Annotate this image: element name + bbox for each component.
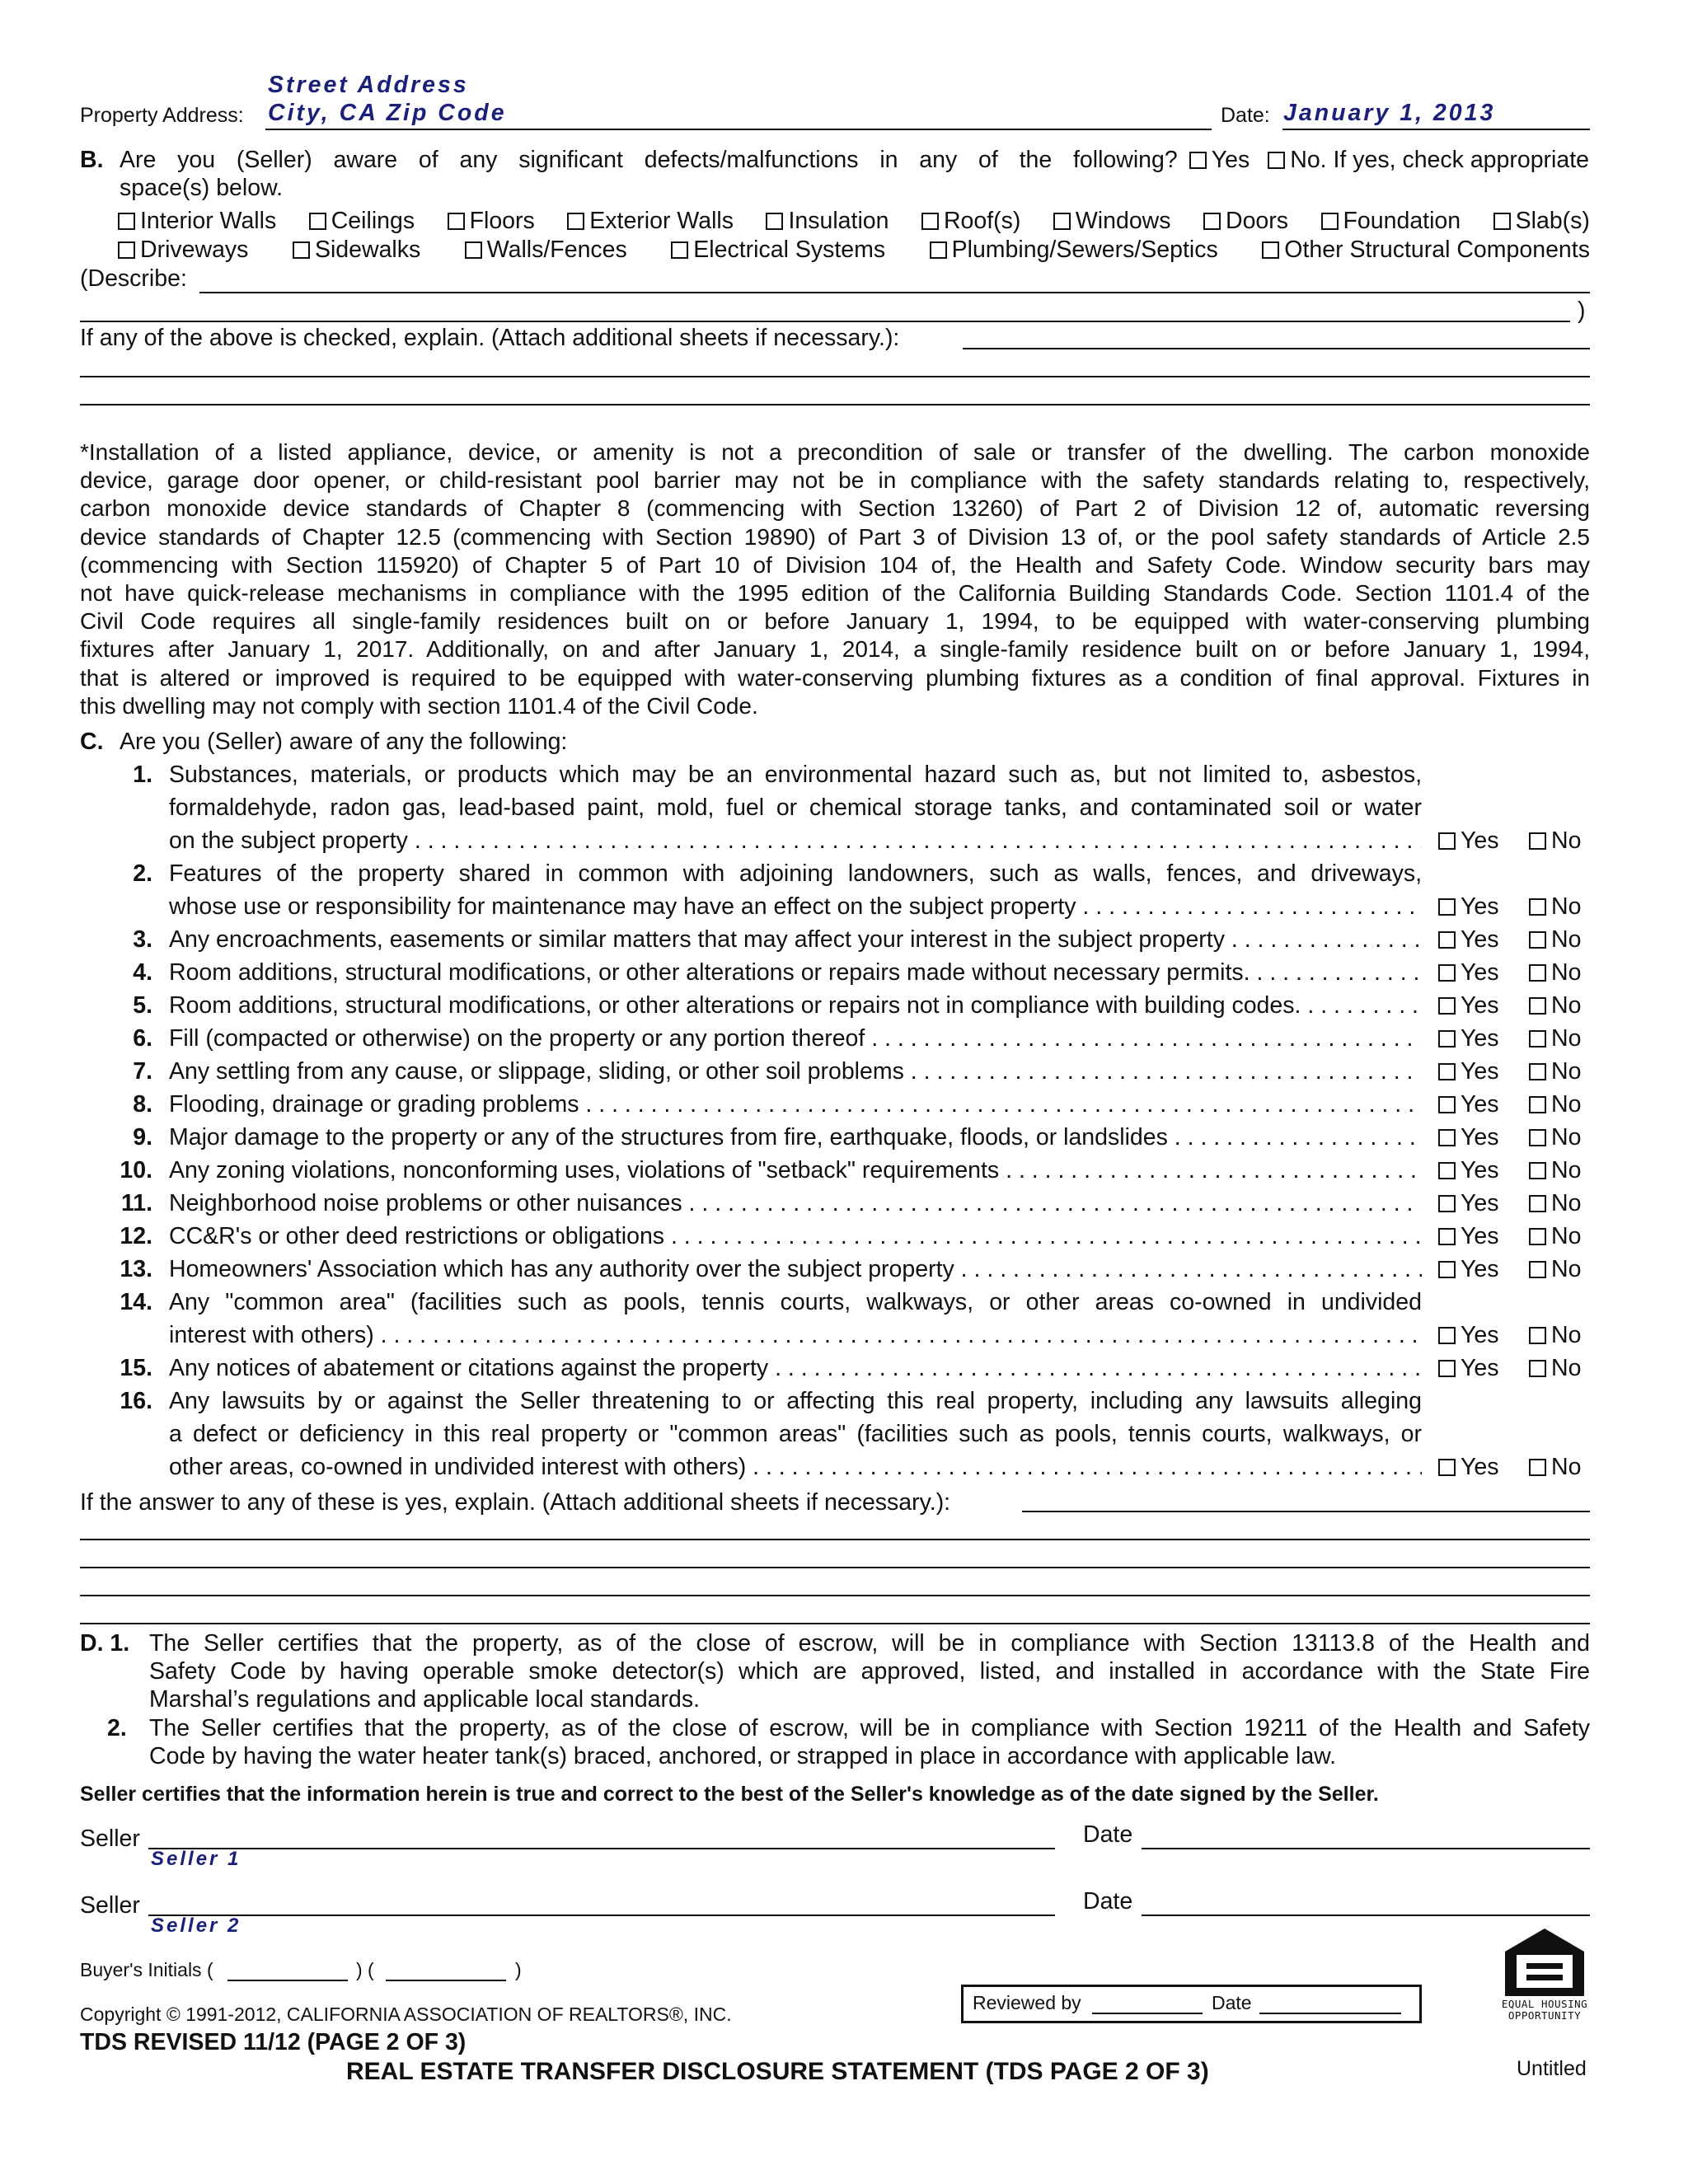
yes-checkbox[interactable] [1438,898,1456,916]
notice-line: (commencing with Section 115920) of Chapter 5 of Part 10 of Division 104 of, the Health and Safety Code. Window security bars may [80,551,1590,578]
question-line: Major damage to the property or any of the structures from fire, earthquake, floods, or landslides . . . [169,1121,1422,1154]
no-option[interactable] [1529,893,1581,920]
section-b-no-option[interactable]: No. If yes, check appropriate [1268,146,1589,174]
seller-2-signature-line[interactable] [148,1915,1055,1916]
yes-option[interactable] [1438,1354,1529,1382]
b-item-checkbox[interactable] [1203,213,1221,230]
question-number: 10. [120,1157,152,1183]
section-b-no-checkbox[interactable] [1268,152,1285,169]
yes-label: Yes [1461,1025,1499,1052]
copyright: Copyright © 1991-2012, CALIFORNIA ASSOCIATION OF REALTORS®, INC. [80,2004,732,2025]
section-c-letter: C. [80,729,104,755]
no-checkbox[interactable] [1529,1195,1546,1212]
yes-label: Yes [1461,1355,1499,1381]
seller-1-label: Seller [80,1825,140,1852]
b-item[interactable]: Plumbing/Sewers/Septics [930,236,1218,264]
question-text [169,1385,1422,1483]
question-line: Any notices of abatement or citations against the property . . . [169,1352,1422,1385]
seller-certification: Seller certifies that the information herein is true and correct to the best of the Seller's knowledge as of the date signed by the Seller. [80,1783,1379,1806]
yes-checkbox[interactable] [1438,1063,1456,1080]
form-title: REAL ESTATE TRANSFER DISCLOSURE STATEMENT (TDS PAGE 2 OF 3) [346,2058,1209,2085]
question-text [169,989,1422,1022]
no-label: No [1551,1355,1582,1381]
yes-checkbox[interactable] [1438,931,1456,949]
b-item-checkbox[interactable] [1321,213,1339,230]
yes-checkbox[interactable] [1438,964,1456,982]
date-value: January 1, 2013 [1283,100,1496,126]
explain-b-line-3[interactable] [80,404,1590,405]
b-item-checkbox[interactable] [1262,241,1279,259]
yes-label: Yes [1461,1124,1499,1151]
question-number: 15. [120,1355,152,1381]
question-line: Room additions, structural modifications, or other alterations or repairs made without necessary permits. . . . [169,956,1422,989]
question-text [169,1022,1422,1055]
date-label: Date: [1221,104,1270,127]
b-item[interactable]: Walls/Fences [465,236,627,264]
yes-label: Yes [1461,959,1499,986]
notice-line: this dwelling may not comply with section 1101.4 of the Civil Code. [80,692,758,719]
question-number: 5. [133,992,152,1019]
question-line: Fill (compacted or otherwise) on the property or any portion thereof . . . [169,1022,1422,1055]
yes-label: Yes [1461,1058,1499,1085]
no-option[interactable] [1529,1223,1581,1249]
yes-option[interactable] [1438,893,1529,921]
question-number: 13. [120,1256,152,1282]
d1-line: The Seller certifies that the property, as of the close of escrow, will be in compliance with Section 13113.8 of the Health and [149,1630,1590,1657]
equal-housing-caption [1484,1999,1606,2022]
question-line: Any "common area" (facilities such as pools, tennis courts, walkways, or other areas co-owned in undivided [169,1289,1422,1315]
no-checkbox[interactable] [1529,1228,1546,1245]
question-line: CC&R's or other deed restrictions or obligations . . . [169,1220,1422,1253]
yes-checkbox[interactable] [1438,1261,1456,1278]
section-b-items-row1 [118,207,1590,235]
question-line: a defect or deficiency in this real property or "common areas" (facilities such as pools, tennis courts, walkways, or [169,1421,1422,1447]
d2-line: Code by having the water heater tank(s) braced, anchored, or strapped in place in accordance with applicable law. [149,1743,1337,1770]
b-item[interactable]: Foundation [1321,207,1461,235]
yes-checkbox[interactable] [1438,1228,1456,1245]
no-label: No [1551,827,1582,854]
seller-2-name: Seller 2 [151,1915,241,1937]
no-checkbox[interactable] [1529,1162,1546,1179]
reviewed-by-line[interactable] [1092,2013,1203,2014]
no-option[interactable] [1529,1091,1581,1118]
notice-line: carbon monoxide device standards of Chapter 8 (commencing with Section 13260) of Part 2 of Division 12 of, automatic reversing [80,495,1590,522]
yes-option[interactable] [1438,1090,1529,1118]
question-text [169,1088,1422,1121]
question-number: 12. [120,1223,152,1249]
yes-no-options [1438,1057,1581,1085]
yes-label: Yes [1461,992,1499,1019]
section-b-yes-checkbox[interactable] [1189,152,1207,169]
yes-checkbox[interactable] [1438,1327,1456,1344]
yes-label: Yes [1461,1157,1499,1183]
no-option[interactable] [1529,1124,1581,1151]
question-line: Features of the property shared in common with adjoining landowners, such as walls, fences, and driveways, [169,860,1422,887]
no-option[interactable] [1529,1454,1581,1480]
section-c-intro: Are you (Seller) aware of any the following: [120,729,568,755]
yes-label: Yes [1461,926,1499,953]
yes-option[interactable] [1438,958,1529,987]
property-address-line [265,129,1212,130]
explain-b-line-2[interactable] [80,376,1590,377]
equal-housing-icon [1502,1927,1587,1996]
seller-1-date-label: Date [1083,1821,1133,1848]
yes-checkbox[interactable] [1438,1360,1456,1377]
buyers-initials-mid: ) ( [356,1959,374,1980]
yes-option[interactable] [1438,991,1529,1019]
explain-c-label: If the answer to any of these is yes, explain. (Attach additional sheets if necessary.): [80,1489,951,1516]
notice-line: not have quick-release mechanisms in compliance with the 1995 edition of the California Building Standards Code. Section 1101.4 of the [80,580,1590,607]
b-item-checkbox[interactable] [930,241,947,259]
reviewed-date-line[interactable] [1259,2013,1401,2014]
no-checkbox[interactable] [1529,1327,1546,1344]
reviewed-date-label: Date [1212,1992,1252,2013]
yes-label: Yes [1461,1091,1499,1118]
b-item-checkbox[interactable] [921,213,939,230]
yes-no-options [1438,1123,1581,1151]
question-text [169,1352,1422,1385]
question-line: other areas, co-owned in undivided interest with others) . . . [169,1451,1422,1483]
no-label: No [1551,1256,1582,1282]
question-line: interest with others) . . . [169,1319,1422,1352]
yes-option[interactable] [1438,926,1529,954]
yes-label: Yes [1461,827,1499,854]
describe-line-1[interactable] [199,292,1590,293]
yes-option[interactable] [1438,1222,1529,1250]
yes-no-options [1438,1024,1581,1052]
explain-c-line-2[interactable] [80,1539,1590,1540]
notice-line: fixtures after January 1, 2017. Additionally, on and after January 1, 2014, a single-family residence built on or before January 1, 1994, [80,636,1590,663]
yes-option[interactable] [1438,1057,1529,1085]
question-line: Any settling from any cause, or slippage, sliding, or other soil problems . . . [169,1055,1422,1088]
seller-1-name: Seller 1 [151,1848,241,1870]
question-line: Room additions, structural modifications, or other alterations or repairs not in compliance with building codes. . . . [169,989,1422,1022]
yes-no-options [1438,1321,1581,1349]
no-label: No [1551,992,1582,1019]
city-state-zip-value: City, CA Zip Code [268,100,507,126]
b-item-checkbox[interactable] [766,213,783,230]
yes-no-options [1438,1255,1581,1283]
d1-line: Safety Code by having operable smoke detector(s) which are approved, listed, and installed in accordance with the State Fire [149,1658,1590,1685]
question-line: Neighborhood noise problems or other nuisances . . . [169,1187,1422,1220]
no-option[interactable] [1529,1058,1581,1085]
question-line: Flooding, drainage or grading problems . . . [169,1088,1422,1121]
no-label: No [1551,1454,1582,1480]
buyers-initials-label: Buyer's Initials ( [80,1959,213,1980]
section-d-2-text [149,1714,1590,1770]
yes-no-options [1438,991,1581,1019]
no-option[interactable] [1529,926,1581,953]
notice-line: that is altered or improved is required to be equipped with water-conserving plumbing fixtures as a condition of final approval. Fixtures in [80,664,1590,691]
b-item-checkbox[interactable] [118,213,135,230]
section-b-question-row [120,146,1589,174]
yes-no-options [1438,827,1581,855]
no-label: No [1551,1157,1582,1183]
yes-option[interactable] [1438,1189,1529,1217]
explain-b-label: If any of the above is checked, explain. (Attach additional sheets if necessary.): [80,325,900,351]
yes-no-options [1438,1090,1581,1118]
no-label: No [1551,1322,1582,1348]
explain-c-line-4[interactable] [80,1595,1590,1596]
date-line [1282,129,1590,130]
no-checkbox[interactable] [1529,1360,1546,1377]
section-b-items-row2 [118,236,1590,264]
yes-checkbox[interactable] [1438,997,1456,1015]
question-number: 6. [133,1025,152,1052]
b-item-checkbox[interactable] [671,241,688,259]
section-b-question-cont: space(s) below. [120,175,284,201]
question-text [169,1121,1422,1154]
no-checkbox[interactable] [1529,1459,1546,1476]
no-label: No [1551,1124,1582,1151]
yes-no-options [1438,1189,1581,1217]
no-option[interactable] [1529,1322,1581,1348]
installation-notice [80,438,1590,720]
b-item[interactable]: Exterior Walls [567,207,734,235]
equal-housing-line2: OPPORTUNITY [1507,2009,1582,2022]
question-number: 2. [133,860,152,887]
no-checkbox[interactable] [1529,1261,1546,1278]
no-label: No [1551,1025,1582,1052]
yes-label: Yes [1461,1322,1499,1348]
explain-b-line-1[interactable] [963,348,1590,349]
no-option[interactable] [1529,959,1581,986]
section-d-1-num: D. 1. [80,1630,130,1657]
question-line: on the subject property . . . [169,824,1422,857]
b-item-checkbox[interactable] [118,241,135,259]
b-item[interactable]: Driveways [118,236,248,264]
no-label: No [1551,893,1582,920]
question-line: formaldehyde, radon gas, lead-based paint, mold, fuel or chemical storage tanks, and contaminated soil or water [169,794,1422,821]
no-label: No [1551,1058,1582,1085]
buyer-initial-1-line[interactable] [227,1980,348,1981]
question-line: Homeowners' Association which has any authority over the subject property . . . [169,1253,1422,1286]
question-text [169,857,1422,923]
untitled-label: Untitled [1517,2057,1587,2080]
no-option[interactable] [1529,992,1581,1019]
yes-no-options [1438,1222,1581,1250]
yes-label: Yes [1461,893,1499,920]
notice-line: device, garage door opener, or child-resistant pool barrier may not be in compliance with the safety standards relating to, respectively, [80,467,1590,494]
b-item-checkbox[interactable] [1493,213,1511,230]
no-option[interactable] [1529,827,1581,854]
no-checkbox[interactable] [1529,1096,1546,1113]
question-line: Any zoning violations, nonconforming uses, violations of "setback" requirements . . . [169,1154,1422,1187]
no-label: No [1551,1190,1582,1216]
no-option[interactable] [1529,1256,1581,1282]
yes-checkbox[interactable] [1438,1162,1456,1179]
no-option[interactable] [1529,1190,1581,1216]
question-text [169,1187,1422,1220]
seller-2-date-label: Date [1083,1888,1133,1915]
section-b-question: Are you (Seller) aware of any significant defects/malfunctions in any of the following? [120,147,1178,173]
no-label: No [1551,1091,1582,1118]
seller-1-date-line[interactable] [1142,1848,1590,1849]
seller-2-label: Seller [80,1892,140,1919]
no-checkbox[interactable] [1529,1063,1546,1080]
question-text [169,1220,1422,1253]
no-checkbox[interactable] [1529,997,1546,1015]
question-line: Any encroachments, easements or similar matters that may affect your interest in the subject property . . . [169,923,1422,956]
b-item[interactable]: Ceilings [309,207,415,235]
question-number: 4. [133,959,152,986]
no-checkbox[interactable] [1529,832,1546,850]
seller-2-date-line[interactable] [1142,1915,1590,1916]
buyers-initials-end: ) [515,1959,522,1980]
no-checkbox[interactable] [1529,1129,1546,1146]
describe-close: ) [1578,298,1586,324]
explain-c-line-5[interactable] [80,1623,1590,1624]
b-item[interactable]: Insulation [766,207,889,235]
yes-no-options [1438,1453,1581,1481]
yes-checkbox[interactable] [1438,1129,1456,1146]
no-option[interactable] [1529,1025,1581,1052]
section-b-yes-option[interactable]: Yes [1189,146,1250,174]
b-item[interactable]: Other Structural Components [1262,236,1590,264]
question-text [169,758,1422,857]
no-option[interactable] [1529,1157,1581,1183]
reviewed-by-label: Reviewed by [973,1992,1081,2013]
question-number: 14. [120,1289,152,1315]
b-item[interactable]: Sidewalks [293,236,420,264]
question-line: Any lawsuits by or against the Seller threatening to or affecting this real property, including any lawsuits alleging [169,1388,1422,1414]
b-item[interactable]: Electrical Systems [671,236,885,264]
yes-option[interactable] [1438,827,1529,855]
b-item-checkbox[interactable] [293,241,310,259]
yes-no-options [1438,1354,1581,1382]
question-text [169,1055,1422,1088]
yes-no-options [1438,1156,1581,1184]
yes-checkbox[interactable] [1438,1096,1456,1113]
yes-no-options [1438,926,1581,954]
b-item[interactable]: Slab(s) [1493,207,1590,235]
yes-option[interactable] [1438,1255,1529,1283]
b-item-checkbox[interactable] [309,213,326,230]
yes-option[interactable] [1438,1453,1529,1481]
yes-label: Yes [1461,1454,1499,1480]
question-number: 7. [133,1058,152,1085]
question-line: whose use or responsibility for maintenance may have an effect on the subject property . . . [169,890,1422,923]
yes-option[interactable] [1438,1156,1529,1184]
yes-checkbox[interactable] [1438,1459,1456,1476]
b-item-checkbox[interactable] [448,213,465,230]
yes-option[interactable] [1438,1024,1529,1052]
yes-option[interactable] [1438,1123,1529,1151]
notice-line: Civil Code requires all single-family residences built on or before January 1, 1994, to be equipped with water-conserving plumbing [80,608,1590,635]
section-b-letter: B. [80,147,104,173]
yes-label: Yes [1461,1223,1499,1249]
yes-checkbox[interactable] [1438,832,1456,850]
question-text [169,1154,1422,1187]
question-text [169,1286,1422,1352]
equal-housing-line1: EQUAL HOUSING [1501,1998,1588,2010]
no-option[interactable] [1529,1355,1581,1381]
question-text [169,956,1422,989]
explain-c-line-1[interactable] [1022,1511,1590,1512]
seller-1-signature-line[interactable] [148,1848,1055,1849]
b-item-checkbox[interactable] [465,241,482,259]
question-text [169,923,1422,956]
street-address-value: Street Address [268,72,469,98]
no-label: No [1551,926,1582,953]
question-number: 8. [133,1091,152,1118]
no-checkbox[interactable] [1529,898,1546,916]
question-line: Substances, materials, or products which may be an environmental hazard such as, but not limited to, asbestos, [169,762,1422,788]
no-checkbox[interactable] [1529,1030,1546,1047]
b-item[interactable]: Floors [448,207,535,235]
revision-label: TDS REVISED 11/12 (PAGE 2 OF 3) [80,2029,467,2055]
yes-option[interactable] [1438,1321,1529,1349]
describe-line-2[interactable] [80,321,1570,322]
question-text [169,1253,1422,1286]
question-number: 1. [133,762,152,788]
buyer-initial-2-line[interactable] [386,1980,506,1981]
no-label: No [1551,1223,1582,1249]
b-item[interactable]: Windows [1053,207,1171,235]
no-checkbox[interactable] [1529,931,1546,949]
notice-line: *Installation of a listed appliance, device, or amenity is not a precondition of sale or transfer of the dwelling. The carbon monoxide [80,439,1590,465]
question-number: 16. [120,1388,152,1414]
section-d-1-text [149,1629,1590,1714]
d2-line: The Seller certifies that the property, as of the close of escrow, will be in compliance with Section 19211 of the Health and Safety [149,1715,1590,1741]
question-number: 11. [120,1190,152,1216]
yes-no-options [1438,958,1581,987]
b-item[interactable]: Interior Walls [118,207,276,235]
d1-line: Marshal’s regulations and applicable local standards. [149,1686,701,1713]
notice-line: device standards of Chapter 12.5 (commencing with Section 19890) of Part 3 of Division 13 of, or the pool safety standards of Article 2.5 [80,523,1590,550]
question-number: 3. [133,926,152,953]
section-d-2-num: 2. [107,1715,127,1741]
yes-checkbox[interactable] [1438,1030,1456,1047]
yes-no-options [1438,893,1581,921]
property-address-label: Property Address: [80,104,244,127]
describe-label: (Describe: [80,265,187,292]
b-item[interactable]: Roof(s) [921,207,1020,235]
yes-label: Yes [1461,1256,1499,1282]
yes-label: Yes [1461,1190,1499,1216]
b-item[interactable]: Doors [1203,207,1288,235]
explain-c-line-3[interactable] [80,1567,1590,1568]
no-label: No [1551,959,1582,986]
no-checkbox[interactable] [1529,964,1546,982]
yes-checkbox[interactable] [1438,1195,1456,1212]
question-number: 9. [133,1124,152,1151]
b-item-checkbox[interactable] [1053,213,1071,230]
b-item-checkbox[interactable] [567,213,584,230]
